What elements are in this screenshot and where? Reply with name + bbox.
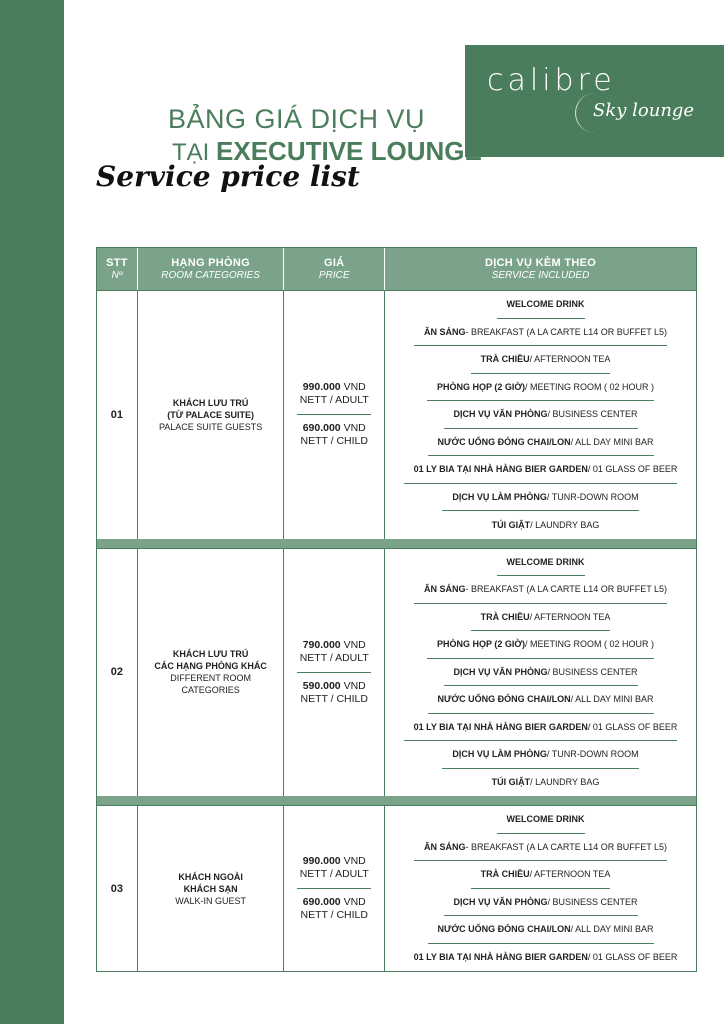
service-name-en: / ALL DAY MINI BAR — [570, 694, 654, 705]
service-row — [428, 429, 654, 457]
service-name-en: / MEETING ROOM ( 02 HOUR ) — [525, 381, 655, 392]
service-name-vi: TRÀ CHIỀU — [480, 611, 530, 622]
price-divider — [297, 414, 371, 415]
service-name-vi: NƯỚC UỐNG ĐÓNG CHAI/LON — [437, 924, 571, 935]
child-price — [300, 896, 367, 922]
service-row — [471, 861, 611, 889]
adult-price-label: NETT / ADULT — [299, 394, 369, 407]
adult-price-unit: VND — [340, 638, 366, 651]
price-cell — [284, 549, 385, 797]
child-price — [300, 680, 367, 706]
service-row — [497, 291, 585, 319]
service-name-en: / BUSINESS CENTER — [547, 896, 638, 907]
service-name-vi: WELCOME DRINK — [506, 556, 585, 567]
service-row — [404, 456, 678, 484]
service-row — [442, 741, 638, 769]
child-price-label: NETT / CHILD — [300, 909, 368, 921]
service-row — [427, 631, 654, 659]
room-name-vi: KHÁCH NGOÀI — [178, 871, 243, 882]
service-row — [444, 401, 638, 429]
service-name-vi: DỊCH VỤ LÀM PHÒNG — [452, 491, 547, 502]
adult-price-unit: VND — [340, 381, 366, 394]
service-name-en: / 01 GLASS OF BEER — [587, 721, 678, 732]
service-name-en: / MEETING ROOM ( 02 HOUR ) — [525, 639, 655, 650]
service-name-vi: ĂN SÁNG — [423, 326, 466, 337]
brand-logo — [465, 45, 724, 157]
header-service-label: DỊCH VỤ KÈM THEO — [484, 257, 597, 269]
header-price-label: GIÁ — [323, 257, 345, 269]
header-stt — [97, 248, 138, 290]
header-room-label: HẠNG PHÒNG — [171, 257, 250, 269]
service-name-en: / BUSINESS CENTER — [547, 409, 638, 420]
adult-price-amount: 990.000 — [302, 381, 341, 394]
table-section — [97, 805, 696, 971]
service-name-vi: 01 LY BIA TẠI NHÀ HÀNG BIER GARDEN — [413, 721, 588, 732]
stt-cell — [97, 291, 138, 539]
price-table — [96, 247, 697, 972]
service-name-vi: TÚI GIẶT — [491, 777, 531, 788]
adult-price — [300, 639, 369, 665]
service-row — [414, 576, 667, 604]
service-name-vi: NƯỚC UỐNG ĐÓNG CHAI/LON — [437, 436, 571, 447]
service-name-en: / LAUNDRY BAG — [530, 519, 600, 530]
services-cell — [385, 806, 696, 971]
price-divider — [297, 888, 371, 889]
adult-price-unit: VND — [340, 855, 366, 867]
child-price-label: NETT / CHILD — [300, 692, 368, 705]
service-name-en: / AFTERNOON TEA — [529, 611, 611, 622]
service-name-en: / AFTERNOON TEA — [529, 869, 611, 880]
service-name-vi: NƯỚC UỐNG ĐÓNG CHAI/LON — [437, 694, 571, 705]
header-service — [385, 248, 696, 290]
service-row — [414, 319, 667, 347]
price-cell — [284, 291, 385, 539]
logo-brand-text: calibre — [487, 63, 616, 98]
service-name-vi: TÚI GIẶT — [491, 519, 531, 530]
service-row — [482, 769, 600, 797]
service-row — [497, 549, 585, 577]
service-row — [414, 834, 667, 862]
page-title-vi: BẢNG GIÁ DỊCH VỤ — [168, 104, 426, 134]
service-name-en: / TUNR-DOWN ROOM — [546, 749, 639, 760]
header-stt-sub: Nº — [111, 270, 123, 281]
section-separator — [97, 539, 696, 548]
service-row — [442, 484, 638, 512]
service-row — [482, 511, 600, 539]
page-title-en: Service price list — [96, 160, 360, 193]
service-name-en: / LAUNDRY BAG — [530, 777, 600, 788]
room-category-cell — [138, 291, 285, 539]
service-name-vi: WELCOME DRINK — [506, 299, 585, 310]
header-service-sub: SERVICE INCLUDED — [491, 270, 590, 281]
service-row — [428, 686, 654, 714]
header-stt-label: STT — [106, 257, 128, 269]
services-cell — [385, 549, 696, 797]
service-name-en: / 01 GLASS OF BEER — [587, 952, 678, 963]
room-name-en-2: CATEGORIES — [181, 685, 240, 696]
child-price-amount: 590.000 — [302, 679, 341, 692]
room-name-vi-2: CÁC HẠNG PHÒNG KHÁC — [154, 661, 267, 672]
table-header — [97, 248, 696, 290]
adult-price-label: NETT / ADULT — [299, 868, 369, 880]
service-name-vi: DỊCH VỤ VĂN PHÒNG — [453, 666, 548, 677]
service-name-vi: ĂN SÁNG — [423, 841, 466, 852]
adult-price-amount: 790.000 — [302, 638, 341, 651]
service-name-vi: DỊCH VỤ LÀM PHÒNG — [452, 749, 547, 760]
service-row — [471, 346, 611, 374]
service-row — [444, 659, 638, 687]
service-name-vi: PHÒNG HỌP (2 GIỜ) — [437, 639, 526, 650]
child-price-unit: VND — [340, 422, 366, 435]
service-name-vi: WELCOME DRINK — [506, 814, 585, 825]
service-name-en: - BREAKFAST (A LA CARTE L14 OR BUFFET L5) — [465, 326, 668, 337]
service-row — [404, 944, 678, 972]
service-name-vi: ĂN SÁNG — [423, 584, 466, 595]
room-name-en: PALACE SUITE GUESTS — [158, 421, 263, 432]
services-cell — [385, 291, 696, 539]
adult-price — [300, 855, 369, 881]
service-name-en: / 01 GLASS OF BEER — [587, 464, 678, 475]
left-decorative-bar — [0, 0, 64, 1024]
child-price-label: NETT / CHILD — [300, 435, 368, 448]
service-name-vi: PHÒNG HỌP (2 GIỜ) — [437, 381, 526, 392]
room-category-cell — [138, 549, 285, 797]
service-name-en: / TUNR-DOWN ROOM — [546, 491, 639, 502]
stt-number: 01 — [110, 408, 124, 421]
section-separator — [97, 796, 696, 805]
price-divider — [297, 672, 371, 673]
stt-cell — [97, 806, 138, 971]
service-name-en: / ALL DAY MINI BAR — [570, 924, 654, 935]
child-price — [300, 422, 367, 448]
service-name-en: - BREAKFAST (A LA CARTE L14 OR BUFFET L5) — [465, 841, 668, 852]
service-name-vi: DỊCH VỤ VĂN PHÒNG — [453, 896, 548, 907]
header-room — [138, 248, 285, 290]
header-price-sub: PRICE — [318, 270, 350, 281]
title-venue: EXECUTIVE LOUNGE — [216, 136, 482, 166]
service-row — [444, 889, 638, 917]
room-name-en: DIFFERENT ROOM — [170, 673, 252, 684]
table-section — [97, 290, 696, 539]
service-row — [404, 714, 678, 742]
room-name-vi: KHÁCH LƯU TRÚ — [172, 649, 249, 660]
child-price-amount: 690.000 — [302, 422, 341, 435]
room-name-vi-2: KHÁCH SẠN — [183, 883, 238, 894]
service-name-en: - BREAKFAST (A LA CARTE L14 OR BUFFET L5) — [465, 584, 668, 595]
service-name-vi: 01 LY BIA TẠI NHÀ HÀNG BIER GARDEN — [413, 952, 588, 963]
title-prefix: TẠI — [172, 139, 210, 166]
service-name-vi: TRÀ CHIỀU — [480, 354, 530, 365]
header-room-sub: ROOM CATEGORIES — [161, 270, 260, 281]
header-price — [284, 248, 385, 290]
service-name-vi: 01 LY BIA TẠI NHÀ HÀNG BIER GARDEN — [413, 464, 588, 475]
service-row — [471, 604, 611, 632]
service-name-en: / ALL DAY MINI BAR — [570, 436, 654, 447]
room-category-cell — [138, 806, 285, 971]
room-name-vi-2: (TỪ PALACE SUITE) — [167, 409, 255, 420]
logo-sub-text: Sky lounge — [593, 100, 695, 121]
adult-price — [300, 381, 369, 407]
service-name-vi: TRÀ CHIỀU — [480, 869, 530, 880]
child-price-unit: VND — [340, 679, 366, 692]
table-body — [97, 290, 696, 971]
service-name-en: / BUSINESS CENTER — [547, 666, 638, 677]
stt-number: 03 — [110, 882, 124, 895]
child-price-amount: 690.000 — [302, 896, 341, 908]
price-cell — [284, 806, 385, 971]
service-name-en: / AFTERNOON TEA — [529, 354, 611, 365]
service-row — [428, 916, 654, 944]
table-section — [97, 548, 696, 797]
stt-cell — [97, 549, 138, 797]
stt-number: 02 — [110, 666, 124, 679]
room-name-en: WALK-IN GUEST — [175, 895, 246, 906]
adult-price-amount: 990.000 — [302, 855, 341, 867]
adult-price-label: NETT / ADULT — [299, 651, 369, 664]
room-name-vi: KHÁCH LƯU TRÚ — [172, 397, 249, 408]
service-row — [497, 806, 585, 834]
child-price-unit: VND — [340, 896, 366, 908]
service-row — [427, 374, 654, 402]
service-name-vi: DỊCH VỤ VĂN PHÒNG — [453, 409, 548, 420]
